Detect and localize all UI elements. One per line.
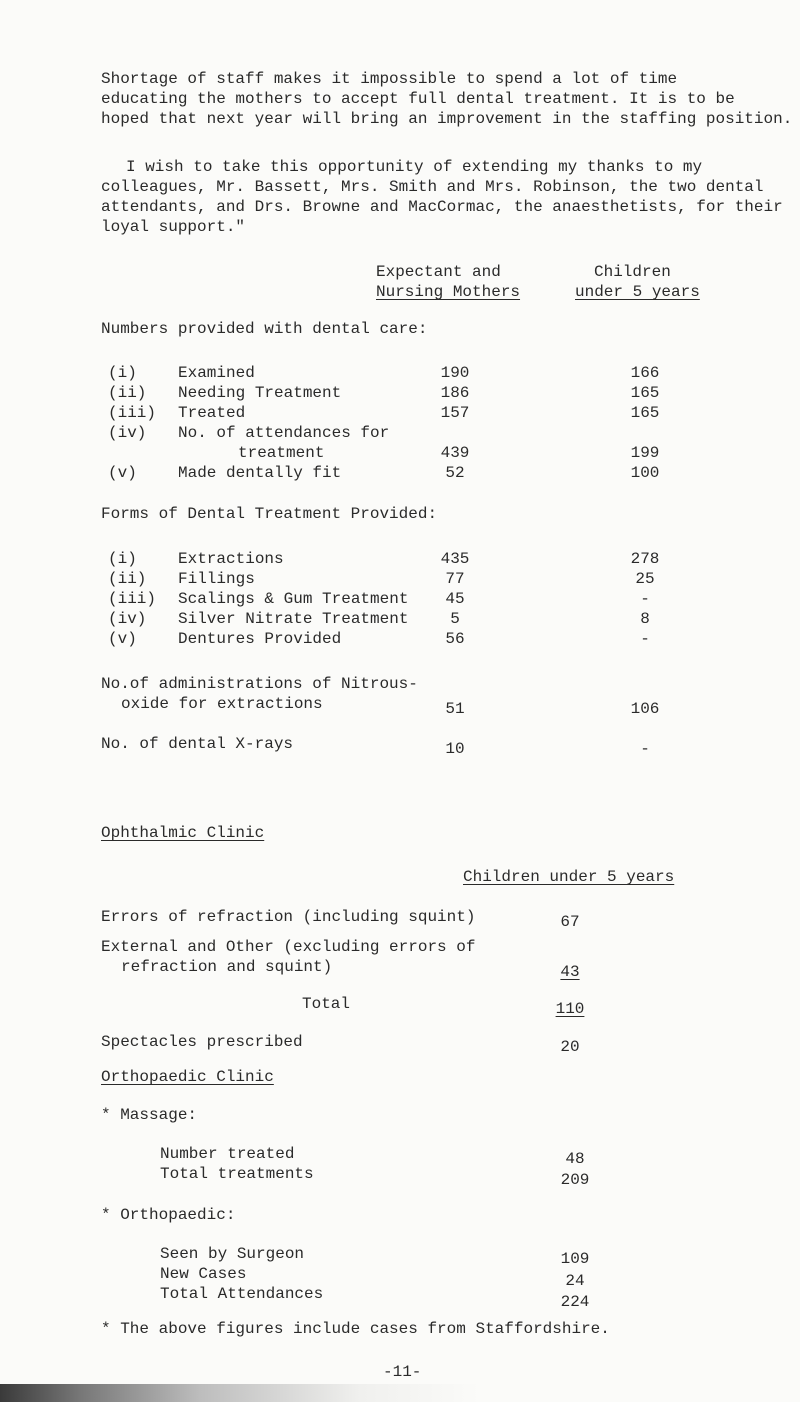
- section-title-dental-care: Numbers provided with dental care:: [101, 320, 428, 338]
- row-value-mothers: 56: [445, 630, 465, 648]
- total-attendances-value: 224: [560, 1293, 590, 1311]
- nitrous-value-children: 106: [630, 700, 660, 718]
- row-value-children: 166: [630, 364, 660, 382]
- row-label-continued: treatment: [238, 444, 325, 462]
- external-label-l1: External and Other (excluding errors of: [101, 938, 476, 956]
- row-value-children: 25: [635, 570, 655, 588]
- row-value-mothers: 439: [440, 444, 470, 462]
- seen-by-surgeon-value: 109: [560, 1250, 590, 1268]
- section-title-treatment-forms: Forms of Dental Treatment Provided:: [101, 505, 438, 523]
- row-number: (iv): [108, 610, 147, 628]
- row-label: Treated: [178, 404, 246, 422]
- intro-line: I wish to take this opportunity of extending my thanks to my: [126, 158, 703, 176]
- row-label: Dentures Provided: [178, 630, 342, 648]
- massage-label: * Massage:: [101, 1106, 198, 1124]
- orthopaedic-heading: Orthopaedic Clinic: [101, 1068, 274, 1086]
- row-number: (iii): [108, 404, 157, 422]
- row-value-mothers: 52: [445, 464, 465, 482]
- page-number: -11-: [383, 1363, 422, 1381]
- intro-line: educating the mothers to accept full dental treatment. It is to be: [101, 90, 735, 108]
- external-value: 43: [560, 963, 580, 981]
- total-attendances-label: Total Attendances: [160, 1285, 324, 1303]
- number-treated-label: Number treated: [160, 1145, 295, 1163]
- total-treatments-value: 209: [560, 1171, 590, 1189]
- ophthalmic-col-header: Children under 5 years: [463, 868, 675, 886]
- scan-edge: [0, 1384, 800, 1402]
- total-label: Total: [302, 995, 351, 1013]
- new-cases-label: New Cases: [160, 1265, 247, 1283]
- row-value-children: 165: [630, 404, 660, 422]
- col-header-mothers-l1: Expectant and: [376, 263, 501, 281]
- row-label: Examined: [178, 364, 255, 382]
- footnote: * The above figures include cases from Staffordshire.: [101, 1320, 610, 1338]
- row-number: (iv): [108, 424, 147, 442]
- nitrous-label-l1: No.of administrations of Nitrous-: [101, 675, 418, 693]
- row-value-mothers: 186: [440, 384, 470, 402]
- xray-value-mothers: 10: [445, 740, 465, 758]
- errors-label: Errors of refraction (including squint): [101, 908, 476, 926]
- intro-line: attendants, and Drs. Browne and MacCormac, the anaesthetists, for their: [101, 198, 783, 216]
- total-treatments-label: Total treatments: [160, 1165, 314, 1183]
- row-number: (v): [108, 630, 137, 648]
- row-value-children: 199: [630, 444, 660, 462]
- col-header-children-l1: Children: [594, 263, 671, 281]
- xray-value-children: -: [640, 740, 650, 758]
- row-number: (iii): [108, 590, 157, 608]
- row-label: Fillings: [178, 570, 255, 588]
- row-value-children: -: [640, 630, 650, 648]
- orthopaedic-sub-label: * Orthopaedic:: [101, 1206, 236, 1224]
- nitrous-value-mothers: 51: [445, 700, 465, 718]
- row-value-children: 278: [630, 550, 660, 568]
- errors-value: 67: [560, 913, 580, 931]
- row-value-children: 165: [630, 384, 660, 402]
- row-value-mothers: 190: [440, 364, 470, 382]
- row-value-children: 8: [640, 610, 650, 628]
- row-label: No. of attendances for: [178, 424, 390, 442]
- row-value-mothers: 5: [450, 610, 460, 628]
- intro-line: Shortage of staff makes it impossible to spend a lot of time: [101, 70, 678, 88]
- row-value-children: -: [640, 590, 650, 608]
- row-value-mothers: 45: [445, 590, 465, 608]
- number-treated-value: 48: [565, 1150, 585, 1168]
- row-value-mothers: 157: [440, 404, 470, 422]
- col-header-mothers-l2: Nursing Mothers: [376, 283, 521, 301]
- intro-line: loyal support.": [101, 218, 246, 236]
- row-number: (i): [108, 550, 137, 568]
- col-header-children-l2: under 5 years: [575, 283, 700, 301]
- row-label: Needing Treatment: [178, 384, 342, 402]
- row-number: (v): [108, 464, 137, 482]
- row-number: (i): [108, 364, 137, 382]
- row-value-mothers: 435: [440, 550, 470, 568]
- spectacles-value: 20: [560, 1038, 580, 1056]
- row-value-children: 100: [630, 464, 660, 482]
- new-cases-value: 24: [565, 1272, 585, 1290]
- row-number: (ii): [108, 384, 147, 402]
- row-label: Scalings & Gum Treatment: [178, 590, 409, 608]
- row-label: Silver Nitrate Treatment: [178, 610, 409, 628]
- row-value-mothers: 77: [445, 570, 465, 588]
- seen-by-surgeon-label: Seen by Surgeon: [160, 1245, 305, 1263]
- intro-line: colleagues, Mr. Bassett, Mrs. Smith and Mrs. Robinson, the two dental: [101, 178, 764, 196]
- row-label: Made dentally fit: [178, 464, 342, 482]
- xray-label: No. of dental X-rays: [101, 735, 294, 753]
- row-label: Extractions: [178, 550, 284, 568]
- intro-line: hoped that next year will bring an improvement in the staffing position.: [101, 110, 793, 128]
- external-label-l2: refraction and squint): [121, 958, 333, 976]
- nitrous-label-l2: oxide for extractions: [121, 695, 323, 713]
- row-number: (ii): [108, 570, 147, 588]
- total-value: 110: [555, 1000, 585, 1018]
- spectacles-label: Spectacles prescribed: [101, 1033, 303, 1051]
- ophthalmic-heading: Ophthalmic Clinic: [101, 824, 265, 842]
